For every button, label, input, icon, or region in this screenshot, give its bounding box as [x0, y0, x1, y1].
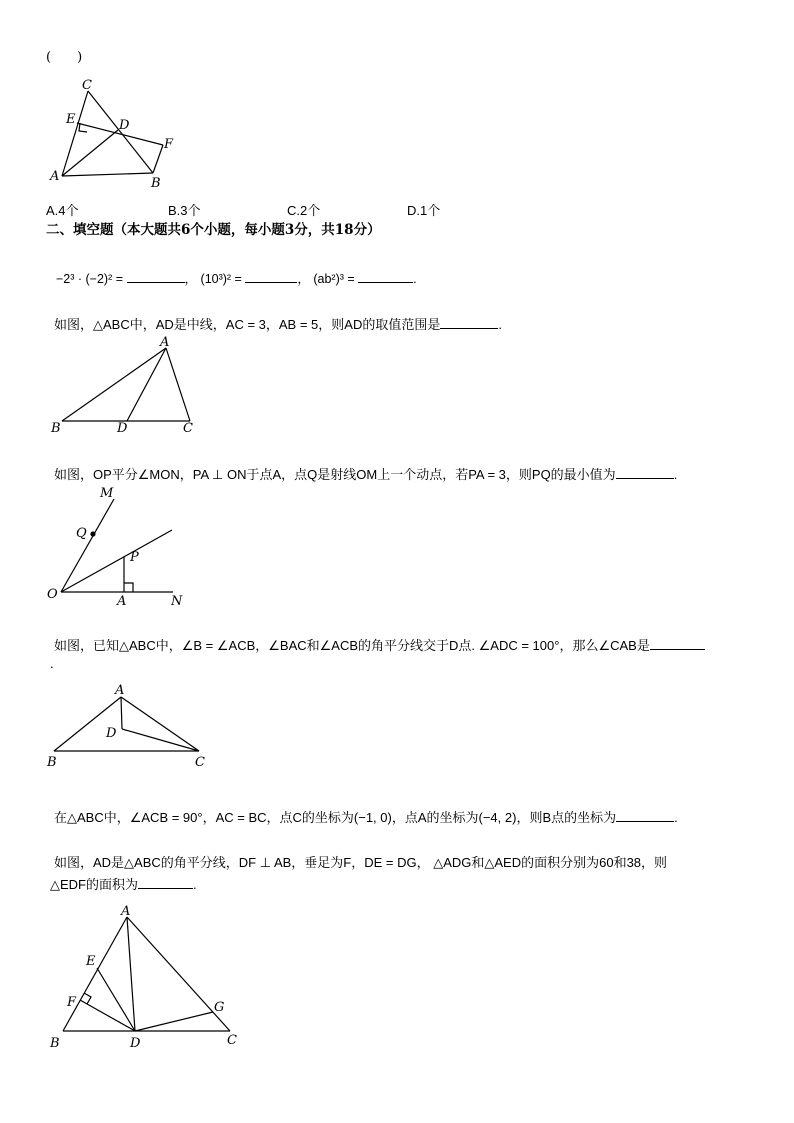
question-6-line-2: △EDF的面积为 .	[50, 877, 197, 892]
fig4-label-C: C	[195, 755, 205, 770]
question-6-line-1: 如图，AD是△ABC的角平分线，DF ⊥ AB，垂足为F，DE = DG， △ADG和△AED的面积分别为60和38，则	[54, 855, 668, 870]
question-3: 如图，OP平分∠MON，PA ⊥ ON于点A，点Q是射线OM上一个动点，若PA = 3，则PQ的最小值为 .	[54, 467, 678, 482]
question-5: 在△ABC中，∠ACB = 90°，AC = BC，点C的坐标为(−1, 0)，点A的坐标为(−4, 2)，则B点的坐标为 .	[54, 810, 678, 825]
q1-part3: (ab²)³ =	[313, 272, 355, 286]
fig6-label-D: D	[130, 1036, 141, 1051]
q1-part1: −2³ · (−2)² =	[56, 272, 124, 286]
fig2-label-B: B	[51, 421, 61, 436]
section-heading: 二、填空题（本大题共6个小题，每小题3分，共18分）	[46, 222, 381, 238]
fig3-label-A: A	[117, 594, 127, 609]
question-4: 如图，已知△ABC中，∠B = ∠ACB，∠BAC和∠ACB的角平分线交于D点. ∠ADC = 100°，那么∠CAB是	[54, 637, 705, 654]
fig6-label-G: G	[214, 1000, 225, 1015]
fig2-label-C: C	[183, 421, 193, 436]
fig3-label-O: O	[47, 587, 58, 602]
fig2-label-D: D	[117, 421, 128, 436]
fig6-label-E: E	[86, 954, 96, 969]
question-2: 如图，△ABC中，AD是中线，AC = 3，AB = 5，则AD的取值范围是 .	[54, 317, 502, 332]
fig2-label-A: A	[160, 335, 170, 350]
fig3-label-N: N	[171, 594, 183, 609]
option-d: D.1个	[407, 203, 441, 218]
fig3-label-Q: Q	[76, 526, 87, 541]
fig3-label-M: M	[100, 486, 114, 501]
fig3-label-P: P	[130, 550, 139, 565]
fig1-label-B: B	[151, 176, 161, 191]
question-4-end: .	[50, 656, 54, 671]
fig6-label-F: F	[67, 995, 77, 1010]
fig1-label-D: D	[119, 118, 130, 133]
option-b: B.3个	[168, 203, 201, 218]
fig1-label-A: A	[50, 169, 60, 184]
fig6-label-A: A	[121, 904, 131, 919]
fig1-label-E: E	[66, 112, 76, 127]
option-a: A.4个	[46, 203, 79, 218]
fig4-label-B: B	[47, 755, 57, 770]
question-1: −2³ · (−2)² = ， (10³)² = ， (ab²)³ = .	[56, 272, 417, 286]
q1-part2: (10³)² =	[200, 272, 242, 286]
fig6-label-B: B	[50, 1036, 60, 1051]
answer-bracket: ( )	[46, 50, 83, 65]
fig1-label-C: C	[82, 78, 92, 93]
fig4-label-D: D	[106, 726, 117, 741]
fig1-label-F: F	[164, 137, 174, 152]
fig4-label-A: A	[115, 683, 125, 698]
option-c: C.2个	[287, 203, 321, 218]
fig6-label-C: C	[227, 1033, 237, 1048]
